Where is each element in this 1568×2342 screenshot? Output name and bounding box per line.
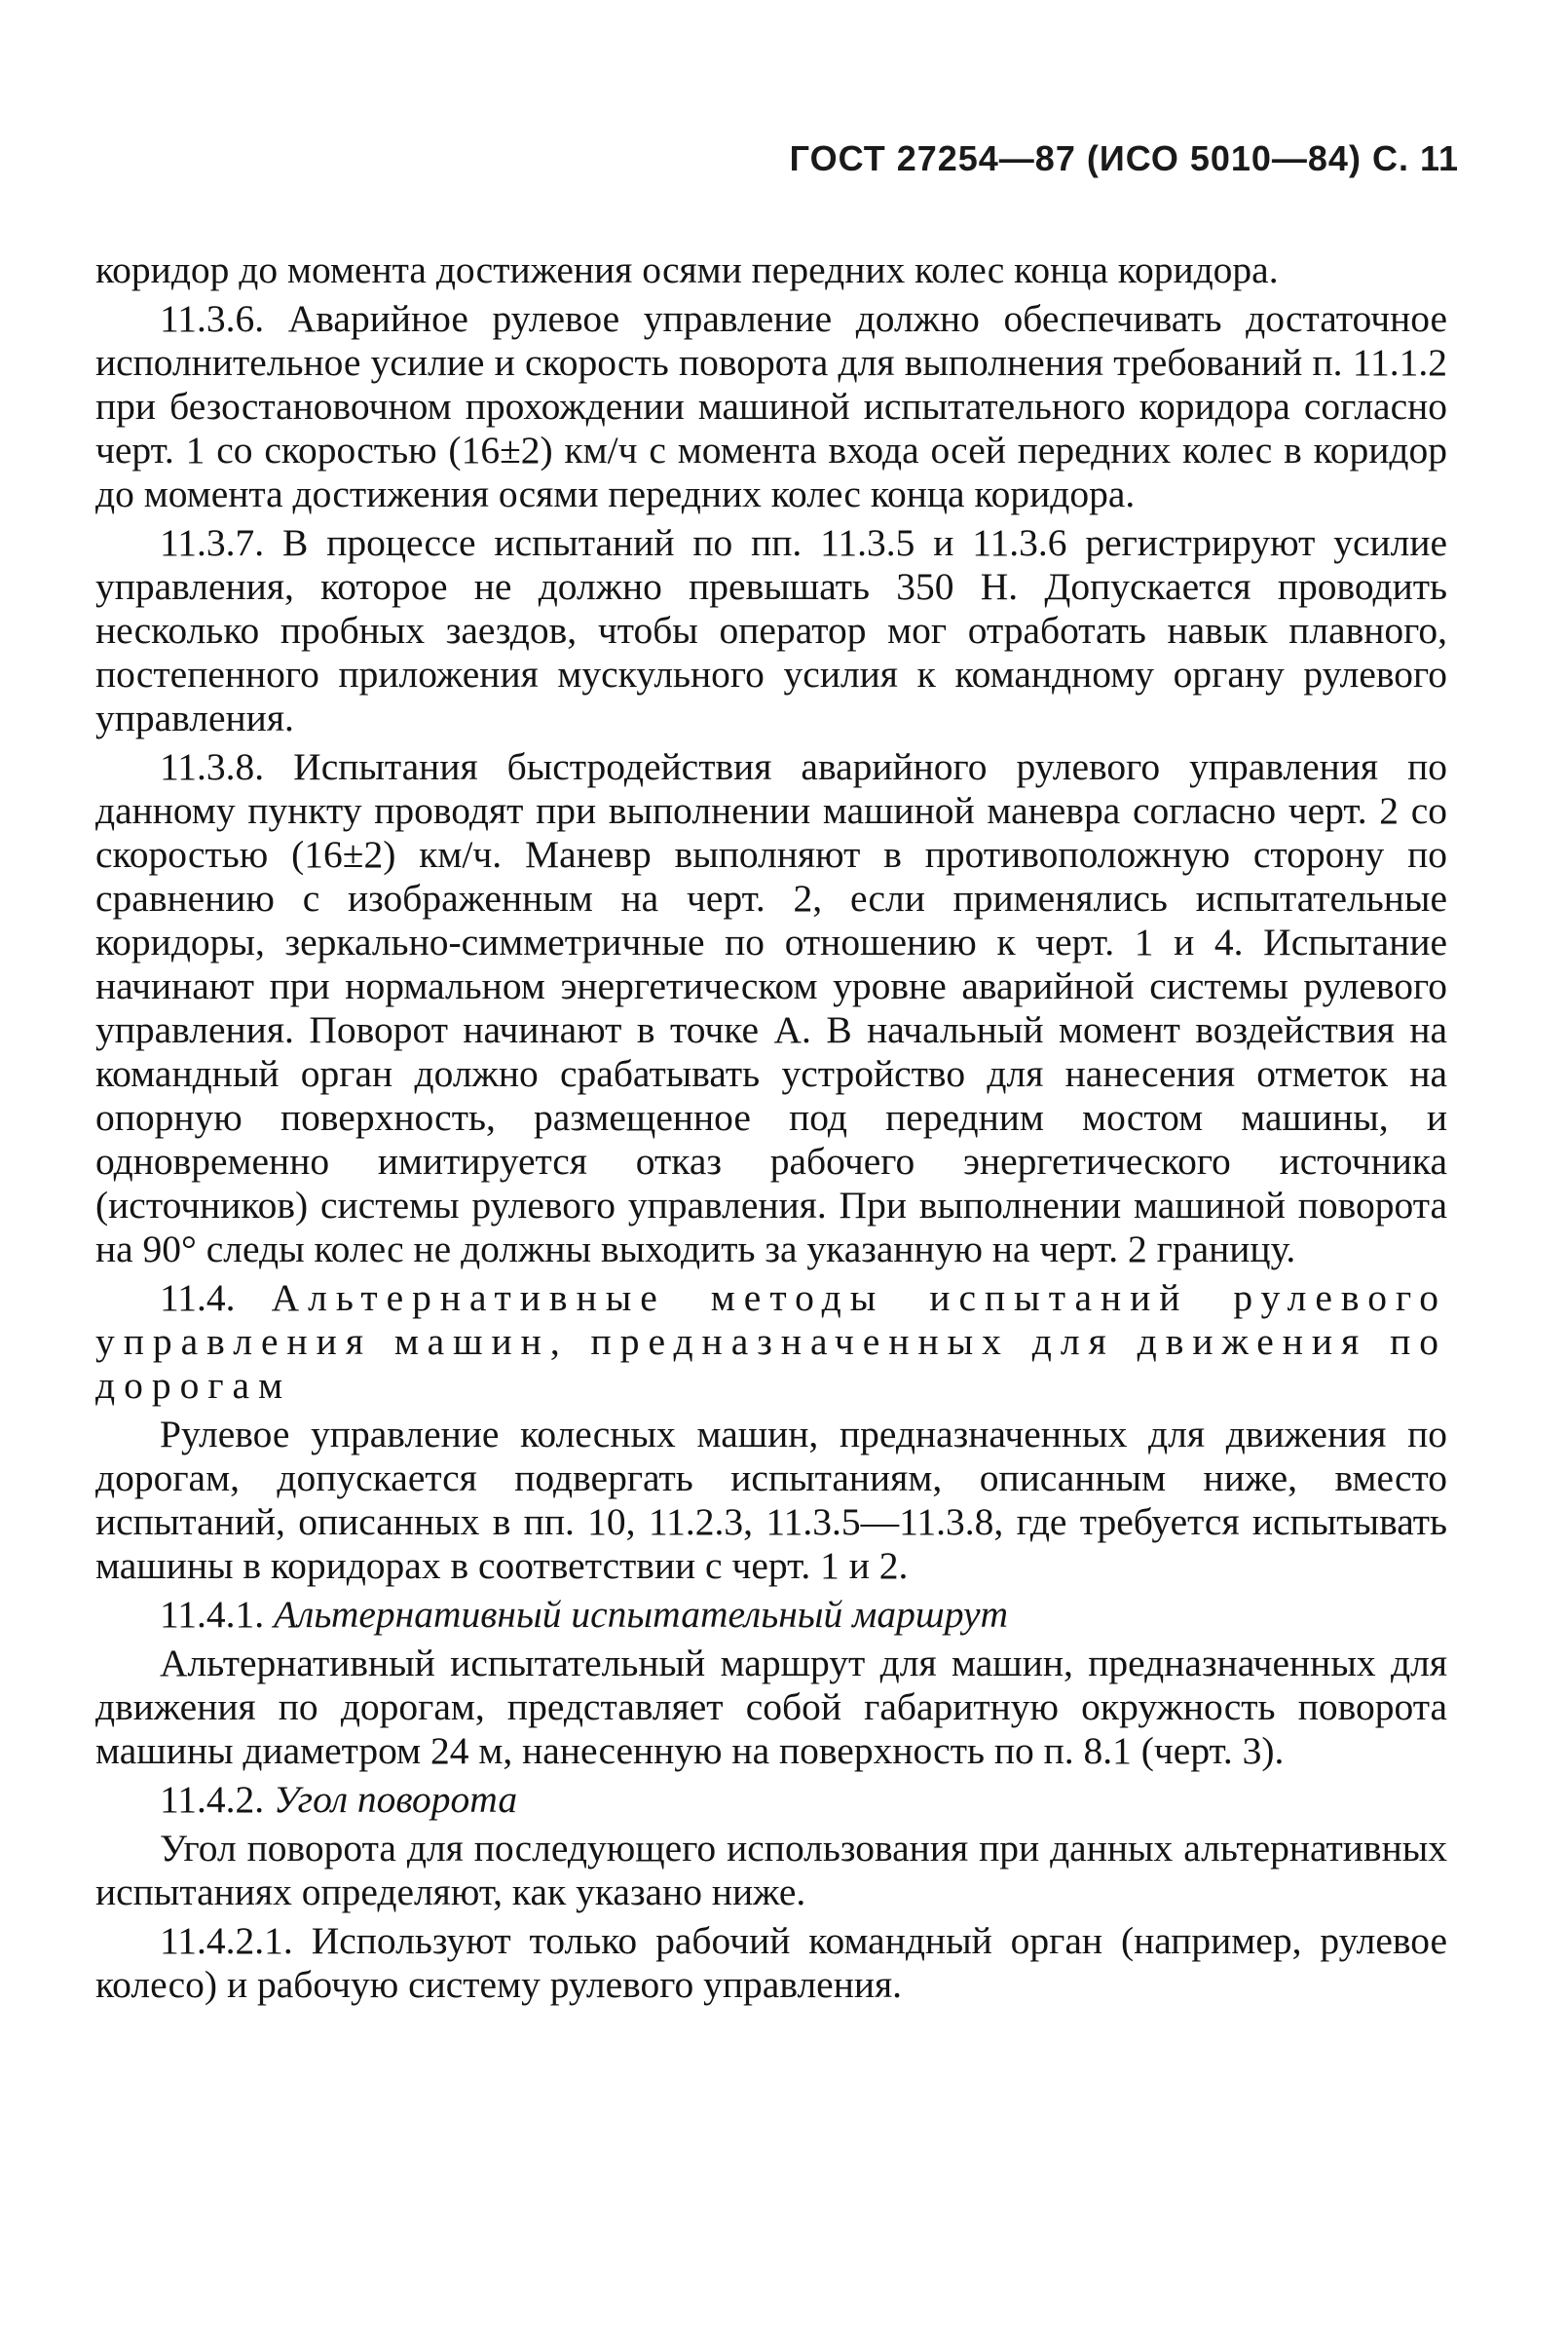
subsection-number: 11.4.2. [160, 1778, 265, 1821]
subsection-title: Угол поворота [274, 1778, 518, 1821]
subsection-title: Альтернативный испытательный маршрут [274, 1593, 1008, 1636]
paragraph-11-4-1-body: Альтернативный испытательный маршрут для машин, предназначенных для движения по дорогам, представляет собой габаритную окружность поворота машины диаметром 24 м, нанесенную на поверхность по п. 8.1 (черт. 3). [95, 1642, 1447, 1772]
page-header: ГОСТ 27254—87 (ИСО 5010—84) С. 11 [789, 138, 1459, 178]
document-body [95, 248, 1447, 2007]
paragraph-11-4-body: Рулевое управление колесных машин, предназначенных для движения по дорогам, допускается подвергать испытаниям, описанным ниже, вместо испытаний, описанных в пп. 10, 11.2.3, 11.3.5—11.3.8, где требуется испытывать машины в коридорах в соответствии с черт. 1 и 2. [95, 1413, 1447, 1587]
section-number: 11.4. [160, 1276, 236, 1319]
paragraph-11-4-2-1: 11.4.2.1. Используют только рабочий командный орган (например, рулевое колесо) и рабочую систему рулевого управления. [95, 1919, 1447, 2006]
section-heading-11-4 [95, 1276, 1447, 1408]
paragraph-continuation: коридор до момента достижения осями передних колес конца коридора. [95, 248, 1279, 291]
subsection-heading-11-4-1 [95, 1593, 1447, 1637]
paragraph-11-3-6: 11.3.6. Аварийное рулевое управление должно обеспечивать достаточное исполнительное усилие и скорость поворота для выполнения требований п. 11.1.2 при безостановочном прохождении машиной испытательного коридора согласно черт. 1 со скоростью (16±2) км/ч с момента входа осей передних колес в коридор до момента достижения осями передних колес конца коридора. [95, 297, 1447, 515]
section-title: Альтернативные методы испытаний рулевого управления машин, предназначенных для движения по дорогам [95, 1276, 1448, 1407]
paragraph-11-3-7: 11.3.7. В процессе испытаний по пп. 11.3.5 и 11.3.6 регистрируют усилие управления, которое не должно превышать 350 Н. Допускается проводить несколько пробных заездов, чтобы оператор мог отработать навык плавного, постепенного приложения мускульного усилия к командному органу рулевого управления. [95, 521, 1447, 739]
subsection-number: 11.4.1. [160, 1593, 265, 1636]
paragraph-11-3-8: 11.3.8. Испытания быстродействия аварийного рулевого управления по данному пункту проводят при выполнении машиной маневра согласно черт. 2 со скоростью (16±2) км/ч. Маневр выполняют в противоположную сторону по сравнению с изображенным на черт. 2, если применялись испытательные коридоры, зеркально-симметричные по отношению к черт. 1 и 4. Испытание начинают при нормальном энергетическом уровне аварийной системы рулевого управления. Поворот начинают в точке А. В начальный момент воздействия на командный орган должно срабатывать устройство для нанесения отметок на опорную поверхность, размещенное под передним мостом машины, и одновременно имитируется отказ рабочего энергетического источника (источников) системы рулевого управления. При выполнении машиной поворота на 90° следы колес не должны выходить за указанную на черт. 2 границу. [95, 745, 1447, 1270]
paragraph-11-4-2-body: Угол поворота для последующего использования при данных альтернативных испытаниях определяют, как указано ниже. [95, 1827, 1447, 1913]
subsection-heading-11-4-2 [95, 1778, 1447, 1822]
